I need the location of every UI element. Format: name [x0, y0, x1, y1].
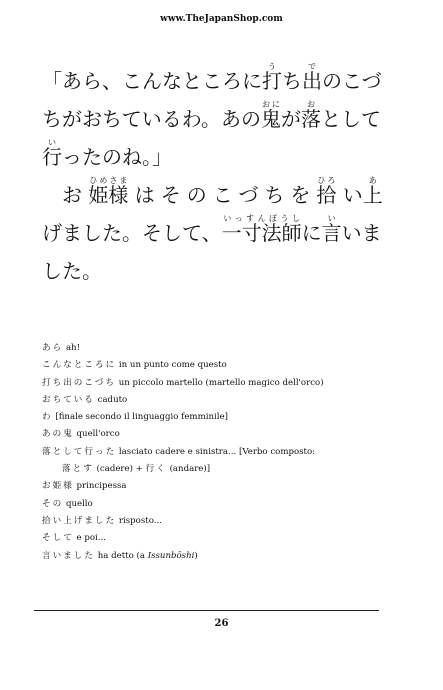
- story-text-run: が: [281, 107, 301, 131]
- glossary-entry: [42, 357, 402, 374]
- glossary-term: 落として行った: [42, 446, 117, 457]
- site-header: www.TheJapanShop.com: [160, 14, 283, 24]
- glossary-term: 行く: [145, 464, 167, 475]
- glossary-term: あの鬼: [42, 429, 74, 440]
- glossary-entry-continuation: [42, 461, 402, 478]
- furigana-word: 上あ: [362, 176, 383, 207]
- glossary-entry: [42, 340, 402, 357]
- story-paragraph-1: [42, 62, 388, 176]
- glossary-definition: (andare)]: [169, 464, 211, 475]
- glossary-definition: [finale secondo il linguaggio femminile]: [55, 412, 228, 423]
- glossary-term: お姫様: [42, 481, 74, 492]
- glossary-definition: un piccolo martello (martello magico dell'orco): [118, 377, 324, 388]
- glossary-entry: [42, 444, 402, 461]
- furigana-word: 一寸法師いっすんぼうし: [221, 214, 302, 245]
- story-paragraph-2: [42, 176, 388, 290]
- story-text-run: に: [301, 221, 322, 245]
- glossary-entry: [42, 530, 402, 547]
- story-text-run: い: [342, 183, 363, 207]
- furigana-word: 落お: [301, 100, 321, 131]
- furigana-word: 拾ひろ: [316, 176, 337, 207]
- glossary-term: 落とす: [62, 464, 94, 475]
- story-text: [42, 62, 388, 290]
- vocabulary-glossary: [42, 340, 402, 565]
- furigana-word: 姫様ひめさま: [88, 176, 129, 207]
- story-text-run: はそのこづちを: [134, 183, 317, 207]
- glossary-definition: risposto...: [118, 515, 162, 526]
- glossary-entry: [42, 426, 402, 443]
- glossary-definition: quello: [65, 498, 93, 509]
- furigana-word: 鬼おに: [261, 100, 281, 131]
- story-text-run: の: [322, 69, 342, 93]
- glossary-entry: [42, 392, 402, 409]
- furigana-word: 言い: [321, 214, 342, 245]
- glossary-term: 拾い上げました: [42, 515, 117, 526]
- glossary-definition: in un punto come questo: [118, 360, 227, 371]
- furigana-word: 行い: [42, 138, 62, 169]
- glossary-term: わ: [42, 412, 53, 423]
- glossary-definition: (cadere) +: [96, 464, 146, 475]
- glossary-definition: principessa: [76, 481, 127, 492]
- glossary-entry: [42, 375, 402, 392]
- glossary-entry: [42, 513, 402, 530]
- glossary-definition: ): [194, 550, 198, 561]
- glossary-definition: lasciato cadere e sinistra... [Verbo composto:: [118, 446, 316, 457]
- story-text-run: ち: [282, 69, 302, 93]
- glossary-term: おちている: [42, 394, 95, 405]
- story-text-run: お: [62, 183, 82, 207]
- glossary-entry: [42, 496, 402, 513]
- glossary-definition: caduto: [97, 394, 128, 405]
- glossary-term: こんなところに: [42, 360, 117, 371]
- glossary-definition: e poi...: [76, 533, 106, 544]
- story-text-run: げました。そして、: [42, 221, 222, 245]
- story-text-run: として: [321, 107, 381, 131]
- glossary-term: そして: [42, 533, 74, 544]
- story-text-run: いました。: [42, 221, 382, 283]
- glossary-term: あら: [42, 343, 64, 353]
- glossary-definition: quell'orco: [76, 429, 120, 440]
- story-text-run: 「あら、こんなところに: [42, 69, 262, 93]
- furigana-word: 出で: [302, 62, 322, 93]
- glossary-definition: ah!: [65, 343, 81, 353]
- glossary-term: その: [42, 498, 64, 509]
- glossary-term: 言いました: [42, 550, 95, 561]
- glossary-entry: [42, 548, 402, 565]
- story-text-run: ったのね。」: [62, 145, 172, 169]
- page-number: 26: [214, 618, 229, 629]
- glossary-term: 打ち出のこづち: [42, 377, 116, 388]
- story-text-run: こづちがおちているわ。あの: [42, 69, 382, 131]
- glossary-definition: ha detto (a: [97, 550, 148, 561]
- furigana-word: 打う: [262, 62, 282, 93]
- glossary-definition-name: Issunbōshi: [147, 550, 195, 561]
- footer-divider: [34, 610, 379, 611]
- glossary-entry: [42, 478, 402, 495]
- glossary-entry: [42, 409, 402, 426]
